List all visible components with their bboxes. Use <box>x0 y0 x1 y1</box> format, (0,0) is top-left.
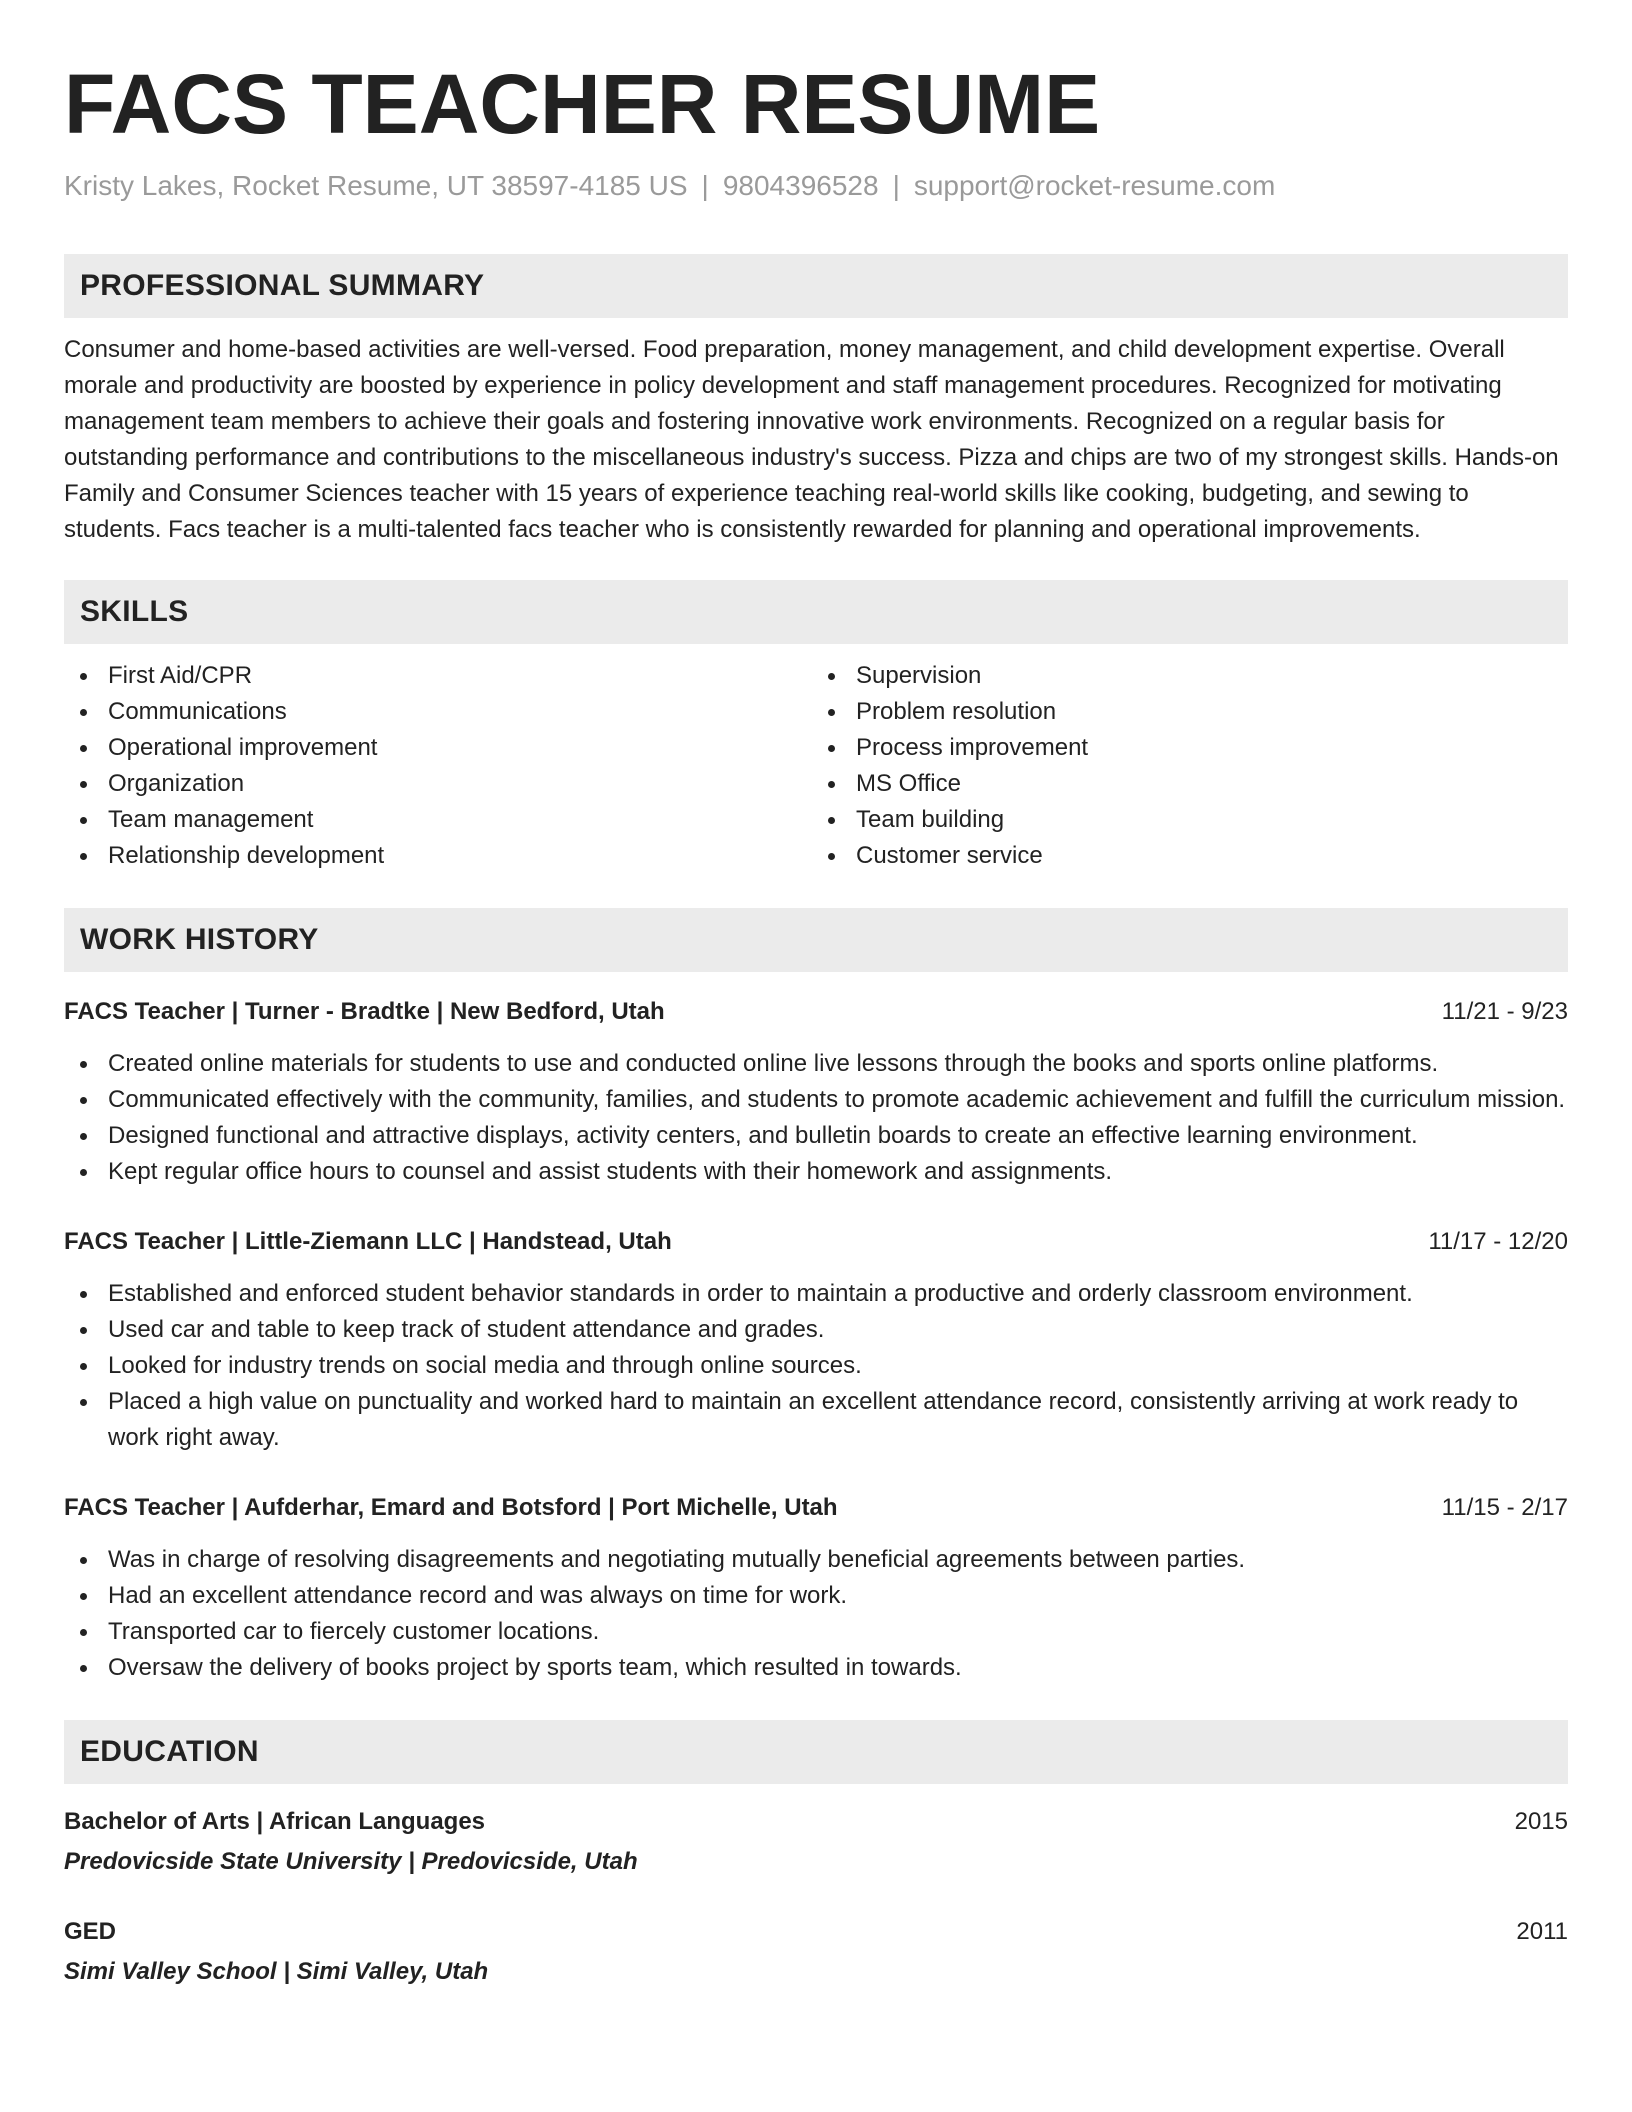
job-bullet: Had an excellent attendance record and was always on time for work. <box>64 1578 1568 1614</box>
education-row <box>64 1804 1568 1840</box>
job-title: FACS Teacher | Turner - Bradtke | New Bedford, Utah <box>64 998 665 1025</box>
job-bullet: Designed functional and attractive displays, activity centers, and bulletin boards to create an effective learning environment. <box>64 1118 1568 1154</box>
contact-separator: | <box>701 170 709 201</box>
job-bullets <box>64 1046 1568 1190</box>
education-degree: Bachelor of Arts | African Languages <box>64 1808 486 1835</box>
skill-item: Team management <box>64 802 816 838</box>
summary-text: Consumer and home-based activities are well-versed. Food preparation, money management, and child development expertise. Overall morale and productivity are boosted by experience in policy development and staff management procedures. Recognized for motivating management team members to achieve their goals and fostering innovative work environments. Recognized on a regular basis for outstanding performance and contributions to the miscellaneous industry's success. Pizza and chips are two of my strongest skills. Hands-on Family and Consumer Sciences teacher with 15 years of experience teaching real-world skills like cooking, budgeting, and sewing to students. Facs teacher is a multi-talented facs teacher who is consistently rewarded for planning and operational improvements. <box>64 336 1559 543</box>
job-bullet: Oversaw the delivery of books project by sports team, which resulted in towards. <box>64 1650 1568 1686</box>
job-title-row <box>64 1224 1568 1260</box>
education-row <box>64 1914 1568 1950</box>
skill-item: Supervision <box>816 658 1568 694</box>
contact-address: Kristy Lakes, Rocket Resume, UT 38597-4185 US <box>64 170 688 201</box>
job-bullet: Looked for industry trends on social media and through online sources. <box>64 1348 1568 1384</box>
job-entry <box>64 994 1568 1190</box>
job-bullet: Created online materials for students to use and conducted online live lessons through the books and sports online platforms. <box>64 1046 1568 1082</box>
skill-item: Problem resolution <box>816 694 1568 730</box>
job-title-row <box>64 1490 1568 1526</box>
job-bullet: Communicated effectively with the community, families, and students to promote academic achievement and fulfill the curriculum mission. <box>64 1082 1568 1118</box>
job-entry <box>64 1224 1568 1456</box>
education-entry <box>64 1914 1568 1990</box>
education-degree: GED <box>64 1918 117 1945</box>
skill-item: Organization <box>64 766 816 802</box>
job-bullet: Was in charge of resolving disagreements and negotiating mutually beneficial agreements between parties. <box>64 1542 1568 1578</box>
skill-item: Operational improvement <box>64 730 816 766</box>
education-year: 2015 <box>1514 1808 1568 1835</box>
job-bullet: Established and enforced student behavior standards in order to maintain a productive and orderly classroom environment. <box>64 1276 1568 1312</box>
job-title: FACS Teacher | Little-Ziemann LLC | Handstead, Utah <box>64 1228 672 1255</box>
section-header-work-history: WORK HISTORY <box>64 908 1568 972</box>
job-entry <box>64 1490 1568 1686</box>
job-bullet: Placed a high value on punctuality and worked hard to maintain an excellent attendance record, consistently arriving at work ready to work right away. <box>64 1384 1568 1456</box>
job-dates: 11/15 - 2/17 <box>1441 1494 1568 1521</box>
job-dates: 11/21 - 9/23 <box>1441 998 1568 1025</box>
education-entry <box>64 1804 1568 1880</box>
skill-item: Communications <box>64 694 816 730</box>
contact-separator: | <box>892 170 900 201</box>
section-header-summary: PROFESSIONAL SUMMARY <box>64 254 1568 318</box>
contact-phone: 9804396528 <box>722 170 879 201</box>
education-school: Predovicside State University | Predovicside, Utah <box>64 1848 638 1875</box>
skill-item: Customer service <box>816 838 1568 874</box>
skill-item: Process improvement <box>816 730 1568 766</box>
skill-item: Team building <box>816 802 1568 838</box>
skills-column-left <box>64 658 816 874</box>
education-year: 2011 <box>1516 1918 1568 1945</box>
job-bullets <box>64 1276 1568 1456</box>
contact-line <box>64 168 1568 204</box>
section-header-skills: SKILLS <box>64 580 1568 644</box>
job-title: FACS Teacher | Aufderhar, Emard and Botsford | Port Michelle, Utah <box>64 1494 838 1521</box>
contact-email[interactable]: support@rocket-resume.com <box>913 170 1276 201</box>
job-title-row <box>64 994 1568 1030</box>
skills-column-right <box>816 658 1568 874</box>
skill-item: Relationship development <box>64 838 816 874</box>
section-header-education: EDUCATION <box>64 1720 1568 1784</box>
resume-title: FACS TEACHER RESUME <box>64 57 1101 151</box>
job-bullet: Used car and table to keep track of student attendance and grades. <box>64 1312 1568 1348</box>
job-bullets <box>64 1542 1568 1686</box>
skill-item: First Aid/CPR <box>64 658 816 694</box>
education-school: Simi Valley School | Simi Valley, Utah <box>64 1958 489 1985</box>
job-dates: 11/17 - 12/20 <box>1428 1228 1568 1255</box>
job-bullet: Transported car to fiercely customer locations. <box>64 1614 1568 1650</box>
job-bullet: Kept regular office hours to counsel and assist students with their homework and assignments. <box>64 1154 1568 1190</box>
skill-item: MS Office <box>816 766 1568 802</box>
skills-list <box>64 658 1568 874</box>
